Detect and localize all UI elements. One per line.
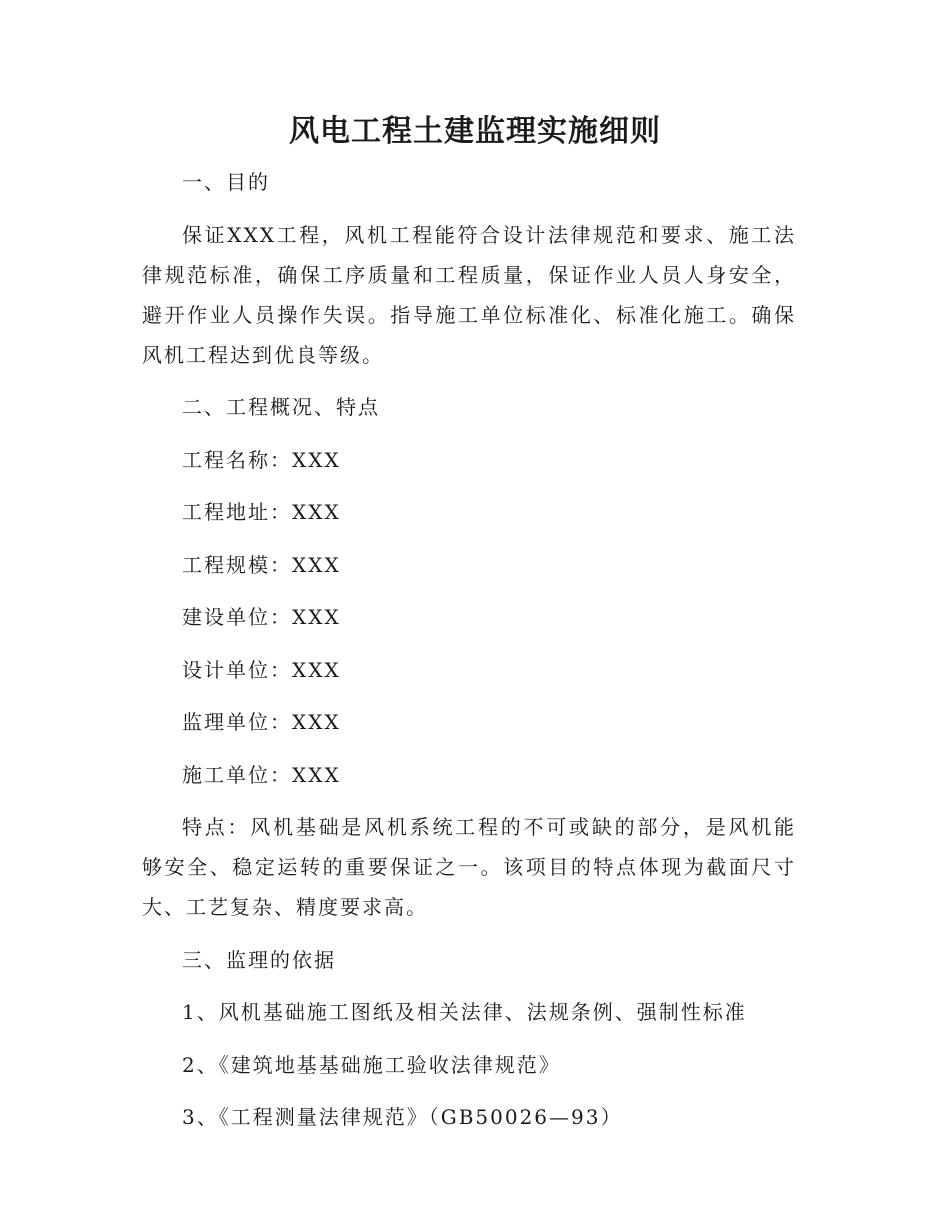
info-line-supervision-unit: 监理单位：XXX bbox=[182, 710, 341, 734]
info-line-contractor-unit: 施工单位：XXX bbox=[182, 762, 341, 787]
list-item-basis-1: 1、风机基础施工图纸及相关法律、法规条例、强制性标准 bbox=[182, 1000, 747, 1024]
info-line-project-address: 工程地址：XXX bbox=[182, 500, 341, 524]
section-heading-overview: 二、工程概况、特点 bbox=[182, 395, 380, 419]
list-item-basis-3: 3、《工程测量法律规范》（GB50026—93） bbox=[182, 1105, 623, 1129]
section-heading-purpose: 一、目的 bbox=[182, 170, 270, 194]
list-item-basis-2: 2、《建筑地基基础施工验收法律规范》 bbox=[182, 1052, 561, 1077]
section-heading-basis: 三、监理的依据 bbox=[182, 947, 336, 972]
paragraph-features: 特点：风机基础是风机系统工程的不可或缺的部分，是风机能够安全、稳定运转的重要保证之一。该项目的特点体现为截面尺寸大、工艺复杂、精度要求高。 bbox=[142, 815, 796, 919]
info-line-design-unit: 设计单位：XXX bbox=[182, 657, 341, 682]
info-line-project-name: 工程名称：XXX bbox=[182, 447, 341, 472]
info-line-project-scale: 工程规模：XXX bbox=[182, 552, 341, 577]
paragraph-purpose: 保证XXX工程，风机工程能符合设计法律规范和要求、施工法律规范标准，确保工序质量和工程质量，保证作业人员人身安全，避开作业人员操作失误。指导施工单位标准化、标准化施工。确保风机工程达到优良等级。 bbox=[142, 222, 796, 367]
document-body bbox=[142, 162, 796, 1137]
document-title: 风电工程土建监理实施细则 bbox=[289, 114, 661, 149]
info-line-construction-unit: 建设单位：XXX bbox=[182, 605, 341, 629]
